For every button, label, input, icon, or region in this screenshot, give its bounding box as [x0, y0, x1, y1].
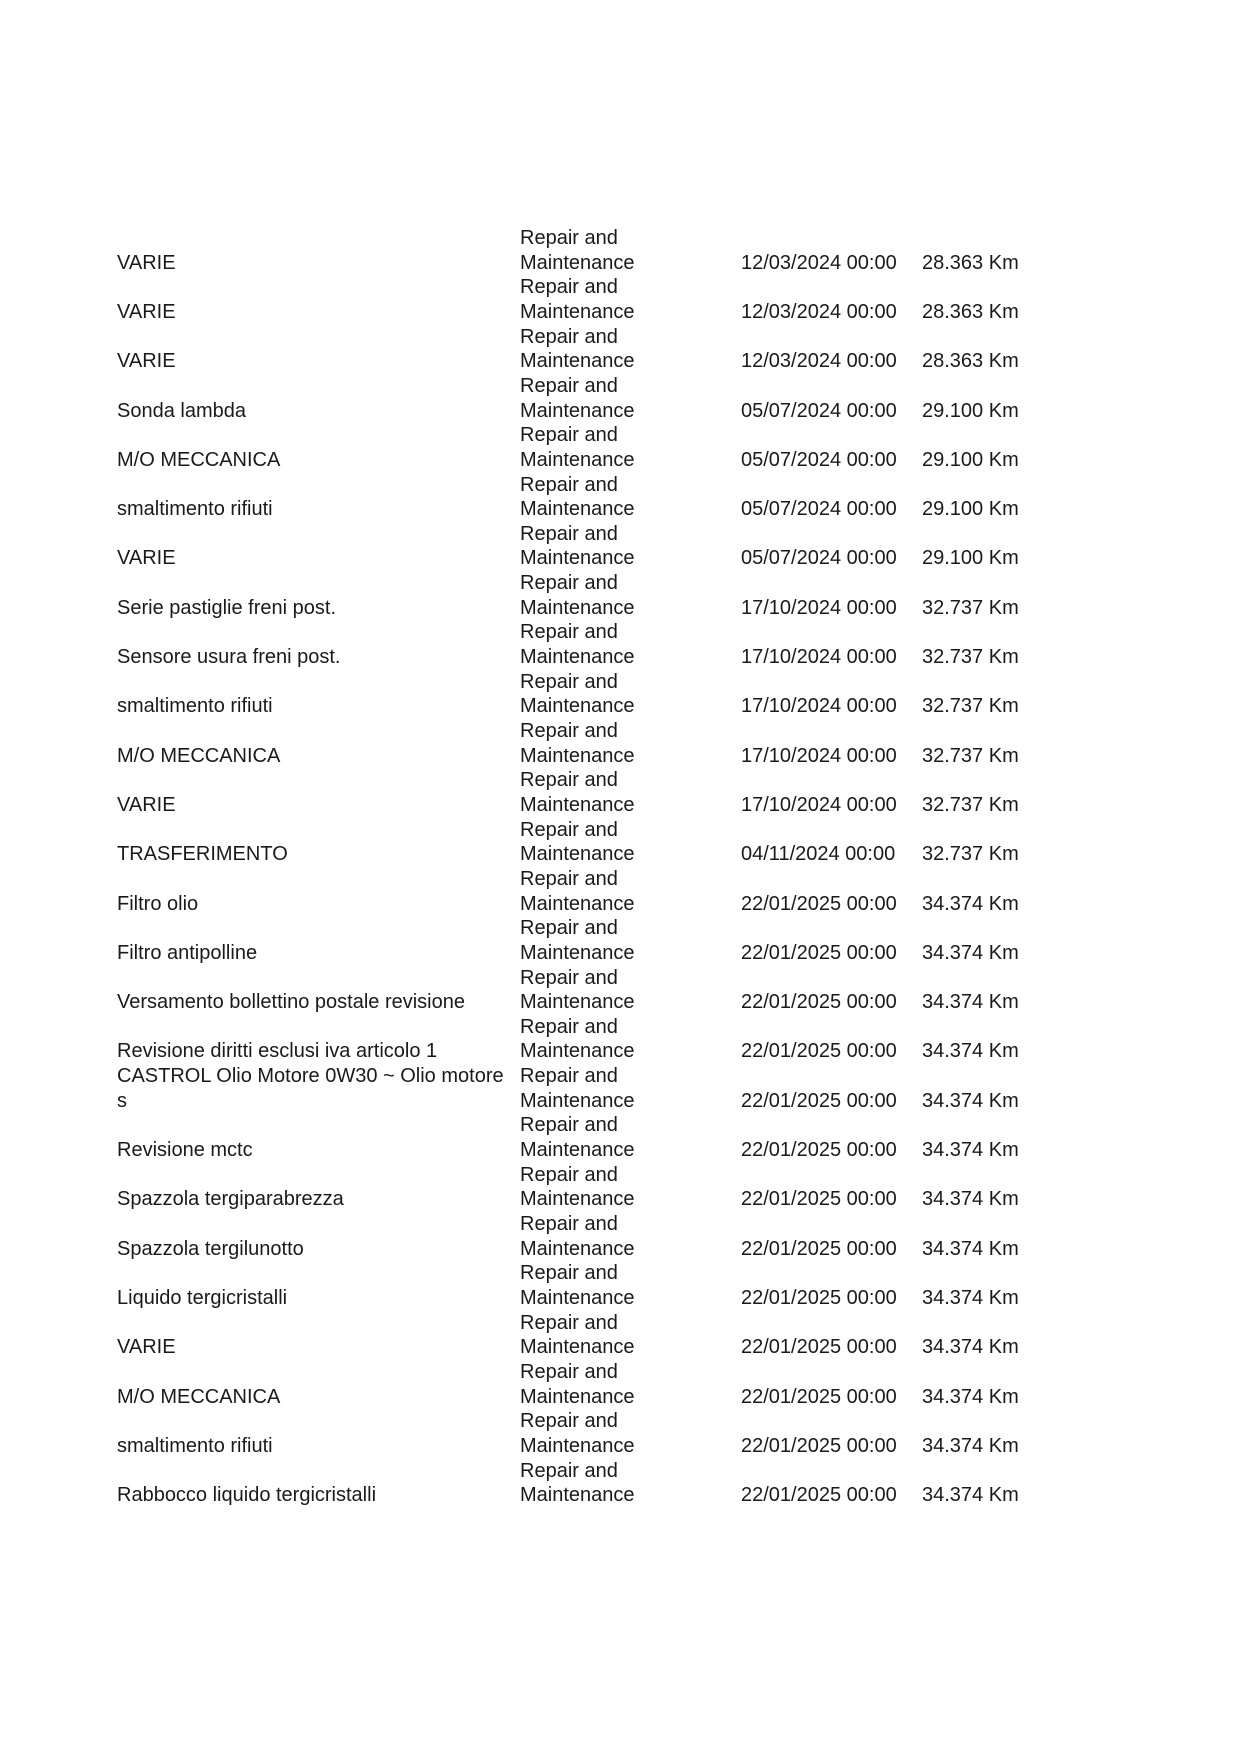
category-cell: Repair and Maintenance [520, 473, 635, 521]
category-cell: Repair and Maintenance [520, 522, 635, 570]
mileage-cell: 34.374 Km [922, 1434, 1019, 1457]
mileage-cell: 29.100 Km [922, 498, 1019, 521]
category-cell: Repair and Maintenance [520, 818, 635, 866]
table-row [0, 916, 1241, 965]
mileage-cell: 34.374 Km [922, 892, 1019, 915]
mileage-cell: 34.374 Km [922, 1139, 1019, 1162]
category-cell: Repair and Maintenance [520, 867, 635, 915]
date-cell: 05/07/2024 00:00 [741, 498, 897, 521]
date-cell: 22/01/2025 00:00 [741, 941, 897, 964]
description-cell: Sensore usura freni post. [117, 646, 341, 669]
table-row [0, 1458, 1241, 1507]
description-cell: Rabbocco liquido tergicristalli [117, 1484, 377, 1507]
table-row [0, 818, 1241, 867]
table-row [0, 768, 1241, 817]
date-cell: 17/10/2024 00:00 [741, 793, 897, 816]
date-cell: 22/01/2025 00:00 [741, 1336, 897, 1359]
description-cell: VARIE [117, 251, 176, 274]
description-cell: Revisione diritti esclusi iva articolo 1 [117, 1040, 438, 1063]
description-cell: Serie pastiglie freni post. [117, 596, 337, 619]
table-row [0, 1311, 1241, 1360]
mileage-cell: 34.374 Km [922, 1188, 1019, 1211]
mileage-cell: 34.374 Km [922, 1089, 1019, 1112]
category-cell: Repair and Maintenance [520, 1114, 635, 1162]
category-cell: Repair and Maintenance [520, 1410, 635, 1457]
table-row [0, 1163, 1241, 1212]
description-cell: Sonda lambda [117, 399, 246, 422]
mileage-cell: 29.100 Km [922, 399, 1019, 422]
mileage-cell: 34.374 Km [922, 1336, 1019, 1359]
mileage-cell: 28.363 Km [922, 301, 1019, 323]
date-cell: 12/03/2024 00:00 [741, 301, 897, 323]
description-cell: Spazzola tergiparabrezza [117, 1188, 344, 1211]
maintenance-records-table [0, 226, 1241, 1508]
date-cell: 22/01/2025 00:00 [741, 1089, 897, 1112]
category-cell: Repair and Maintenance [520, 1360, 635, 1408]
description-cell: Filtro antipolline [117, 941, 258, 964]
table-row [0, 1360, 1241, 1409]
description-cell: smaltimento rifiuti [117, 695, 273, 718]
category-cell: Repair and Maintenance [520, 325, 635, 373]
description-cell: Liquido tergicristalli [117, 1286, 288, 1309]
mileage-cell: 34.374 Km [922, 941, 1019, 964]
date-cell: 22/01/2025 00:00 [741, 1040, 897, 1063]
category-cell: Repair and Maintenance [520, 720, 635, 767]
mileage-cell: 32.737 Km [922, 646, 1019, 669]
description-cell: Versamento bollettino postale revisione [117, 991, 465, 1014]
date-cell: 17/10/2024 00:00 [741, 744, 897, 767]
table-row [0, 571, 1241, 620]
mileage-cell: 32.737 Km [922, 744, 1019, 767]
mileage-cell: 29.100 Km [922, 547, 1019, 570]
category-cell: Repair and Maintenance [520, 1311, 635, 1359]
mileage-cell: 34.374 Km [922, 1237, 1019, 1260]
date-cell: 22/01/2025 00:00 [741, 1188, 897, 1211]
category-cell: Repair and Maintenance [520, 769, 635, 816]
mileage-cell: 29.100 Km [922, 448, 1019, 471]
description-cell: Filtro olio [117, 892, 199, 915]
category-cell: Repair and Maintenance [520, 670, 635, 718]
date-cell: 05/07/2024 00:00 [741, 448, 897, 471]
mileage-cell: 34.374 Km [922, 1484, 1019, 1507]
date-cell: 22/01/2025 00:00 [741, 1434, 897, 1457]
mileage-cell: 34.374 Km [922, 1040, 1019, 1063]
description-cell: M/O MECCANICA [117, 744, 281, 767]
table-row [0, 522, 1241, 571]
table-row [0, 275, 1241, 324]
description-cell: CASTROL Olio Motore 0W30 ~ Olio motore s [117, 1065, 504, 1112]
date-cell: 22/01/2025 00:00 [741, 991, 897, 1014]
description-cell: smaltimento rifiuti [117, 1434, 273, 1457]
mileage-cell: 28.363 Km [922, 350, 1019, 373]
date-cell: 17/10/2024 00:00 [741, 646, 897, 669]
category-cell: Repair and Maintenance [520, 966, 635, 1014]
date-cell: 22/01/2025 00:00 [741, 1139, 897, 1162]
table-row [0, 1261, 1241, 1310]
category-cell: Repair and Maintenance [520, 917, 635, 964]
description-cell: VARIE [117, 793, 176, 816]
description-cell: TRASFERIMENTO [117, 843, 288, 866]
mileage-cell: 32.737 Km [922, 695, 1019, 718]
table-row [0, 1064, 1241, 1113]
date-cell: 12/03/2024 00:00 [741, 251, 897, 274]
mileage-cell: 32.737 Km [922, 793, 1019, 816]
table-row [0, 719, 1241, 768]
date-cell: 22/01/2025 00:00 [741, 1286, 897, 1309]
description-cell: M/O MECCANICA [117, 1385, 281, 1408]
date-cell: 22/01/2025 00:00 [741, 1237, 897, 1260]
mileage-cell: 34.374 Km [922, 1385, 1019, 1408]
date-cell: 04/11/2024 00:00 [741, 843, 896, 866]
category-cell: Repair and Maintenance [520, 1163, 635, 1211]
date-cell: 05/07/2024 00:00 [741, 547, 897, 570]
category-cell: Repair and Maintenance [520, 1459, 635, 1507]
date-cell: 12/03/2024 00:00 [741, 350, 897, 373]
category-cell: Repair and Maintenance [520, 375, 635, 422]
table-row [0, 620, 1241, 669]
date-cell: 22/01/2025 00:00 [741, 1484, 897, 1507]
mileage-cell: 34.374 Km [922, 1286, 1019, 1309]
date-cell: 17/10/2024 00:00 [741, 695, 897, 718]
category-cell: Repair and Maintenance [520, 424, 635, 471]
description-cell: Spazzola tergilunotto [117, 1237, 304, 1260]
mileage-cell: 32.737 Km [922, 843, 1019, 866]
description-cell: M/O MECCANICA [117, 448, 281, 471]
category-cell: Repair and Maintenance [520, 1065, 635, 1112]
description-cell: Revisione mctc [117, 1139, 253, 1162]
table-row [0, 1212, 1241, 1261]
category-cell: Repair and Maintenance [520, 1262, 635, 1309]
table-row [0, 1113, 1241, 1162]
description-cell: VARIE [117, 350, 176, 373]
table-row [0, 867, 1241, 916]
date-cell: 17/10/2024 00:00 [741, 596, 897, 619]
description-cell: VARIE [117, 547, 176, 570]
table-row [0, 965, 1241, 1014]
table-row [0, 472, 1241, 521]
table-row [0, 325, 1241, 374]
date-cell: 22/01/2025 00:00 [741, 1385, 897, 1408]
category-cell: Repair and Maintenance [520, 276, 635, 323]
category-cell: Repair and Maintenance [520, 1213, 635, 1260]
category-cell: Repair and Maintenance [520, 621, 635, 669]
description-cell: smaltimento rifiuti [117, 498, 273, 521]
table-row [0, 1409, 1241, 1458]
date-cell: 05/07/2024 00:00 [741, 399, 897, 422]
mileage-cell: 32.737 Km [922, 596, 1019, 619]
category-cell: Repair and Maintenance [520, 572, 635, 619]
mileage-cell: 28.363 Km [922, 251, 1019, 274]
table-row [0, 1015, 1241, 1064]
category-cell: Repair and Maintenance [520, 227, 635, 274]
table-row [0, 226, 1241, 275]
description-cell: VARIE [117, 1336, 176, 1359]
description-cell: VARIE [117, 301, 176, 323]
date-cell: 22/01/2025 00:00 [741, 892, 897, 915]
mileage-cell: 34.374 Km [922, 991, 1019, 1014]
category-cell: Repair and Maintenance [520, 1015, 635, 1063]
table-row [0, 374, 1241, 423]
table-row [0, 670, 1241, 719]
table-row [0, 423, 1241, 472]
